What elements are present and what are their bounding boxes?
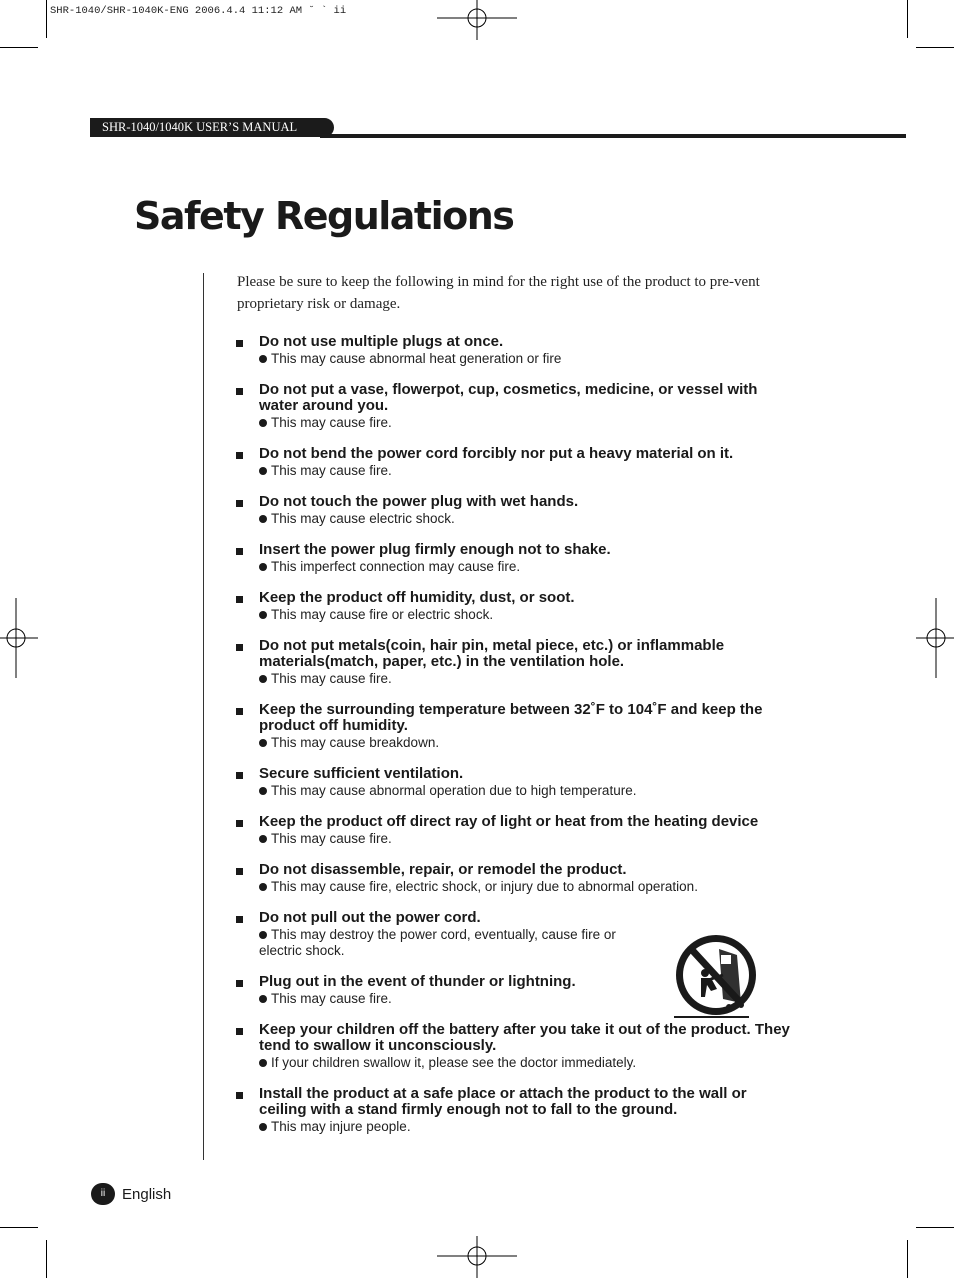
square-bullet-icon	[236, 644, 243, 651]
dot-bullet-icon	[259, 1123, 267, 1131]
item-note: This may cause fire or electric shock.	[259, 607, 796, 623]
list-item	[236, 446, 796, 479]
list-item	[236, 702, 796, 751]
footer-language: English	[122, 1186, 172, 1203]
square-bullet-icon	[236, 596, 243, 603]
list-item	[236, 382, 796, 431]
item-note: This may cause fire.	[259, 831, 796, 847]
registration-mark-icon	[916, 598, 954, 678]
item-note: This may cause fire.	[259, 415, 796, 431]
item-note: This may injure people.	[259, 1119, 796, 1135]
item-heading: Do not touch the power plug with wet hands.	[259, 493, 579, 510]
header-rule	[320, 134, 906, 138]
item-note: This may cause fire, electric shock, or injury due to abnormal operation.	[259, 879, 796, 895]
item-heading: Do not bend the power cord forcibly nor put a heavy material on it.	[259, 445, 734, 462]
square-bullet-icon	[236, 772, 243, 779]
square-bullet-icon	[236, 868, 243, 875]
page-number-badge: ii	[91, 1183, 115, 1205]
item-note: If your children swallow it, please see the doctor immediately.	[259, 1055, 796, 1071]
dot-bullet-icon	[259, 419, 267, 427]
registration-mark-icon	[0, 598, 38, 678]
square-bullet-icon	[236, 708, 243, 715]
item-heading: Keep the surrounding temperature between 32˚F to 104˚F and keep the product off humidity.	[259, 701, 763, 734]
dot-bullet-icon	[259, 675, 267, 683]
item-note: This may cause fire.	[259, 463, 796, 479]
item-heading: Keep your children off the battery after you take it out of the product. They tend to swallow it unconsciously.	[259, 1021, 790, 1054]
dot-bullet-icon	[259, 611, 267, 619]
dot-bullet-icon	[259, 515, 267, 523]
item-note: This may cause fire.	[259, 991, 796, 1007]
item-note: This may cause breakdown.	[259, 735, 796, 751]
square-bullet-icon	[236, 1092, 243, 1099]
dot-bullet-icon	[259, 739, 267, 747]
dot-bullet-icon	[259, 467, 267, 475]
proof-slug: SHR-1040/SHR-1040K-ENG 2006.4.4 11:12 AM ˘ ` ii	[50, 5, 347, 17]
dot-bullet-icon	[259, 995, 267, 1003]
dot-bullet-icon	[259, 835, 267, 843]
list-item	[236, 1086, 796, 1135]
square-bullet-icon	[236, 916, 243, 923]
item-note: This imperfect connection may cause fire.	[259, 559, 796, 575]
square-bullet-icon	[236, 452, 243, 459]
list-item	[236, 494, 796, 527]
cart-tip-over-warning-icon	[671, 933, 761, 1021]
item-heading: Keep the product off humidity, dust, or soot.	[259, 589, 575, 606]
item-note: This may cause fire.	[259, 671, 796, 687]
dot-bullet-icon	[259, 883, 267, 891]
list-item	[236, 334, 796, 367]
manual-label: SHR-1040/1040K USER’S MANUAL	[102, 120, 298, 134]
list-item	[236, 814, 796, 847]
item-heading: Do not disassemble, repair, or remodel the product.	[259, 861, 627, 878]
item-heading: Do not use multiple plugs at once.	[259, 333, 504, 350]
item-heading: Install the product at a safe place or attach the product to the wall or ceiling with a stand firmly enough not to fall to the ground.	[259, 1085, 747, 1118]
item-heading: Do not put a vase, flowerpot, cup, cosmetics, medicine, or vessel with water around you.	[259, 381, 758, 414]
square-bullet-icon	[236, 980, 243, 987]
item-heading: Plug out in the event of thunder or lightning.	[259, 973, 576, 990]
list-item	[236, 1022, 796, 1071]
registration-mark-icon	[437, 1236, 517, 1278]
item-note: This may destroy the power cord, eventually, cause fire or electric shock.	[259, 927, 616, 958]
dot-bullet-icon	[259, 563, 267, 571]
list-item	[236, 766, 796, 799]
content-divider	[203, 273, 204, 1160]
square-bullet-icon	[236, 548, 243, 555]
dot-bullet-icon	[259, 355, 267, 363]
item-heading: Keep the product off direct ray of light or heat from the heating device	[259, 813, 759, 830]
square-bullet-icon	[236, 340, 243, 347]
item-heading: Do not pull out the power cord.	[259, 909, 481, 926]
dot-bullet-icon	[259, 1059, 267, 1067]
item-note: This may cause electric shock.	[259, 511, 796, 527]
item-heading: Secure sufficient ventilation.	[259, 765, 464, 782]
square-bullet-icon	[236, 388, 243, 395]
square-bullet-icon	[236, 1028, 243, 1035]
page-title: Safety Regulations	[134, 194, 514, 238]
intro-paragraph: Please be sure to keep the following in mind for the right use of the product to pre-vent proprietary risk or damage.	[237, 274, 760, 312]
item-heading: Insert the power plug firmly enough not to shake.	[259, 541, 611, 558]
list-item	[236, 590, 796, 623]
regulations-list	[236, 334, 796, 1150]
list-item	[236, 862, 796, 895]
dot-bullet-icon	[259, 931, 267, 939]
list-item	[236, 638, 796, 687]
registration-mark-icon	[437, 0, 517, 40]
list-item	[236, 542, 796, 575]
item-note: This may cause abnormal heat generation or fire	[259, 351, 796, 367]
item-note: This may cause abnormal operation due to high temperature.	[259, 783, 796, 799]
dot-bullet-icon	[259, 787, 267, 795]
square-bullet-icon	[236, 500, 243, 507]
item-heading: Do not put metals(coin, hair pin, metal piece, etc.) or inflammable materials(match, paper, etc.) in the ventilation hole.	[259, 637, 725, 670]
square-bullet-icon	[236, 820, 243, 827]
